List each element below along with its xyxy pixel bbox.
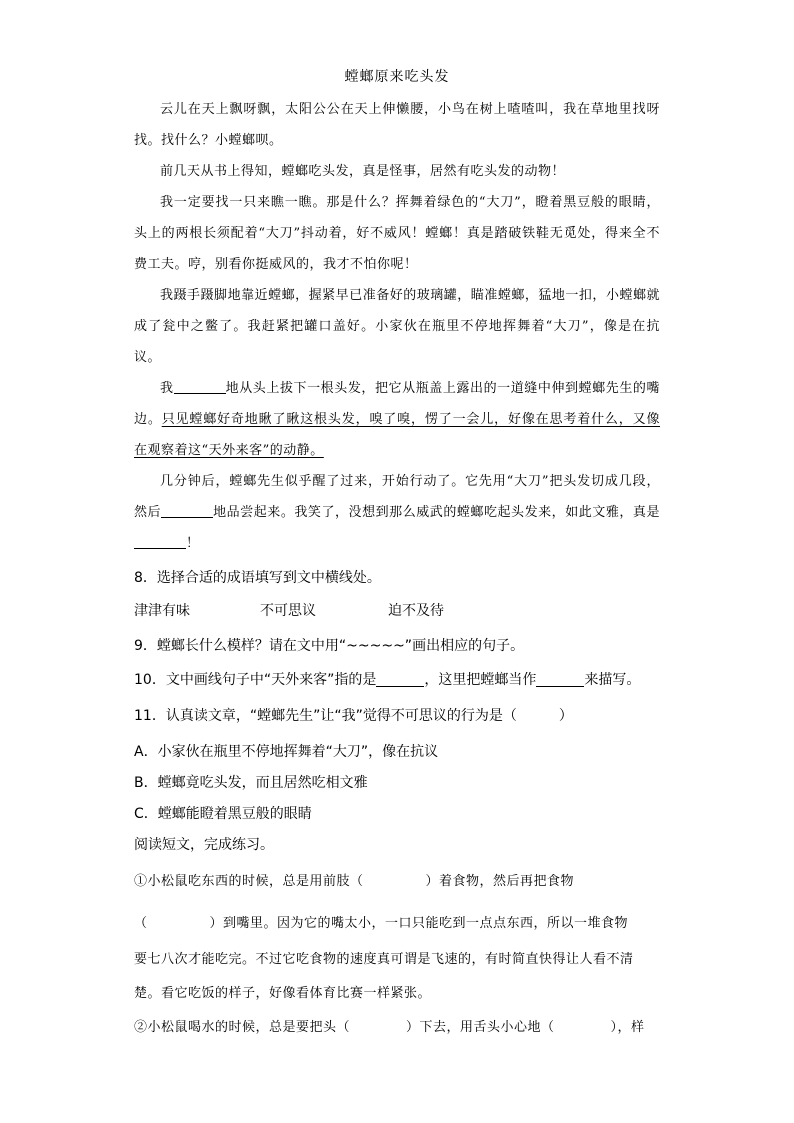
passage2-line-5	[134, 1018, 660, 1038]
underlined-sentence: 只见螳螂好奇地瞅了瞅这根头发，嗅了嗅，愣了一会儿，好像在思考着什么，又像在观察着这“天外来客”的动静。	[134, 412, 660, 458]
question-9: 9．螳螂长什么模样？请在文中用“~~~~~”画出相应的句子。	[134, 638, 525, 654]
passage2-line-1	[134, 872, 660, 892]
fill-blank-2[interactable]	[161, 503, 213, 518]
p5-start: 我	[160, 381, 174, 396]
p5-middle: 地从头上拔下一根头发，把它从瓶盖上露出的一道缝中伸到螳螂先生的嘴边。	[134, 381, 660, 427]
p2l1-b: ）着食物，然后再把食物	[425, 874, 575, 889]
q10-blank-2[interactable]	[536, 672, 584, 687]
story-paragraph-3: 我一定要找一只来瞧一瞧。那是什么？挥舞着绿色的“大刀”，瞪着黑豆般的眼睛，头上的两根长须配着“大刀”抖动着，好不威风！螳螂！真是踏破铁鞋无觅处，得来全不费工夫。哼，别看你挺威风的，我才不怕你呢！	[134, 195, 660, 272]
story-body	[134, 94, 660, 559]
reading-instruction: 阅读短文，完成练习。	[134, 837, 274, 853]
option-c[interactable]: C．螳螂能瞪着黑豆般的眼睛	[134, 806, 312, 822]
p2l5-c: ），样	[610, 1020, 645, 1035]
story-title: 螳螂原来吃头发	[344, 69, 450, 85]
p6-end: ！	[186, 536, 200, 551]
option-a[interactable]: A．小家伙在瓶里不停地挥舞着“大刀”，像在抗议	[134, 744, 439, 760]
story-paragraph-5	[134, 373, 660, 466]
question-10	[134, 670, 674, 690]
passage2-line-4: 楚。看它吃饭的样子，好像看体育比赛一样紧张。	[134, 986, 432, 1001]
p6-middle: 地品尝起来。我笑了，没想到那么威武的螳螂吃起头发来，如此文雅，真是	[213, 505, 660, 520]
p2l1-a: ①小松鼠吃东西的时候，总是用前肢（	[134, 874, 364, 889]
passage2-line-3: 要七八次才能吃完。不过它吃食物的速度真可谓是飞速的，有时简直快得让人看不清	[134, 952, 634, 967]
idiom-option-2: 不可思议	[260, 603, 316, 619]
idiom-option-1: 津津有味	[134, 603, 190, 619]
q10-part-c: 来描写。	[584, 672, 641, 688]
fill-blank-1[interactable]	[174, 379, 226, 394]
q10-blank-1[interactable]	[376, 672, 424, 687]
p2l5-a: ②小松鼠喝水的时候，总是要把头（	[134, 1020, 351, 1035]
story-paragraph-2: 前几天从书上得知，螳螂吃头发，真是怪事，居然有吃头发的动物！	[160, 164, 566, 179]
p2l2-a: （	[134, 916, 148, 931]
q10-part-a: 10．文中画线句子中“天外来客”指的是	[134, 672, 377, 688]
fill-blank-3[interactable]	[134, 534, 186, 549]
p6-start: 几分钟后，螳螂先生似乎醒了过来，开始行动了。它先用“大刀”把头发切成几段，然后	[134, 474, 660, 520]
p2l2-b: ）到嘴里。因为它的嘴太小，一口只能吃到一点点东西，所以一堆食物	[209, 916, 629, 931]
story-paragraph-4: 我蹑手蹑脚地靠近螳螂，握紧早已准备好的玻璃罐，瞄准螳螂，猛地一扣，小螳螂就成了瓮中之鳖了。我赶紧把罐口盖好。小家伙在瓶里不停地挥舞着“大刀”，像是在抗议。	[134, 288, 660, 365]
passage2-line-2	[134, 914, 660, 934]
q10-part-b: ，这里把螳螂当作	[424, 672, 537, 688]
story-paragraph-1: 云儿在天上飘呀飘，太阳公公在天上伸懒腰，小鸟在树上喳喳叫，我在草地里找呀找。找什么？小螳螂呗。	[134, 102, 660, 148]
idiom-option-3: 迫不及待	[388, 603, 444, 619]
option-b[interactable]: B．螳螂竟吃头发，而且居然吃相文雅	[134, 775, 368, 791]
question-8: 8．选择合适的成语填写到文中横线处。	[134, 570, 381, 586]
story-paragraph-6	[134, 466, 660, 559]
question-11: 11．认真读文章，“螳螂先生”让“我”觉得不可思议的行为是（ ）	[134, 708, 573, 724]
p2l5-b: ）下去，用舌头小心地（	[406, 1020, 555, 1035]
